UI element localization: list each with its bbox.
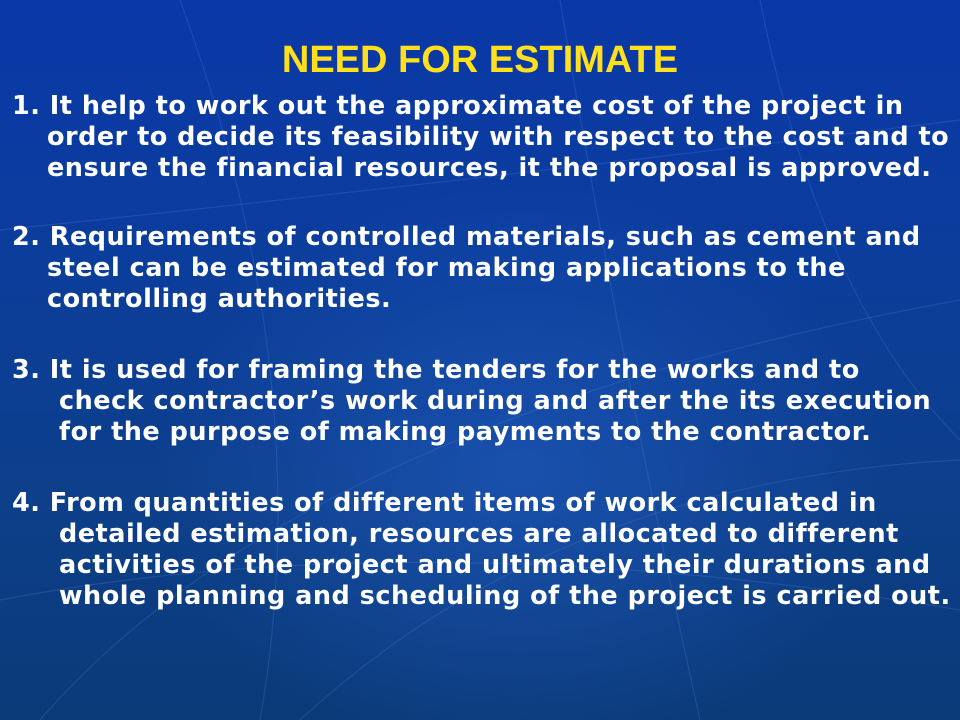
point-2: 2. Requirements of controlled materials, such as cement and steel can be estimated for making applications to the controlling authorities. xyxy=(12,222,921,314)
slide-title: NEED FOR ESTIMATE xyxy=(281,39,679,81)
point-1: 1. It help to work out the approximate cost of the project in order to decide its feasibility with respect to the cost and to ensure the financial resources, it the proposal is approved. xyxy=(12,91,950,183)
slide-body xyxy=(12,91,952,612)
point-3: 3. It is used for framing the tenders for the works and to check contractor’s work during and after the its execution for the purpose of making payments to the contractor. xyxy=(12,355,932,447)
point-4: 4. From quantities of different items of work calculated in detailed estimation, resources are allocated to different activities of the project and ultimately their durations and whole planning and scheduling of the project is carried out. xyxy=(12,488,951,611)
